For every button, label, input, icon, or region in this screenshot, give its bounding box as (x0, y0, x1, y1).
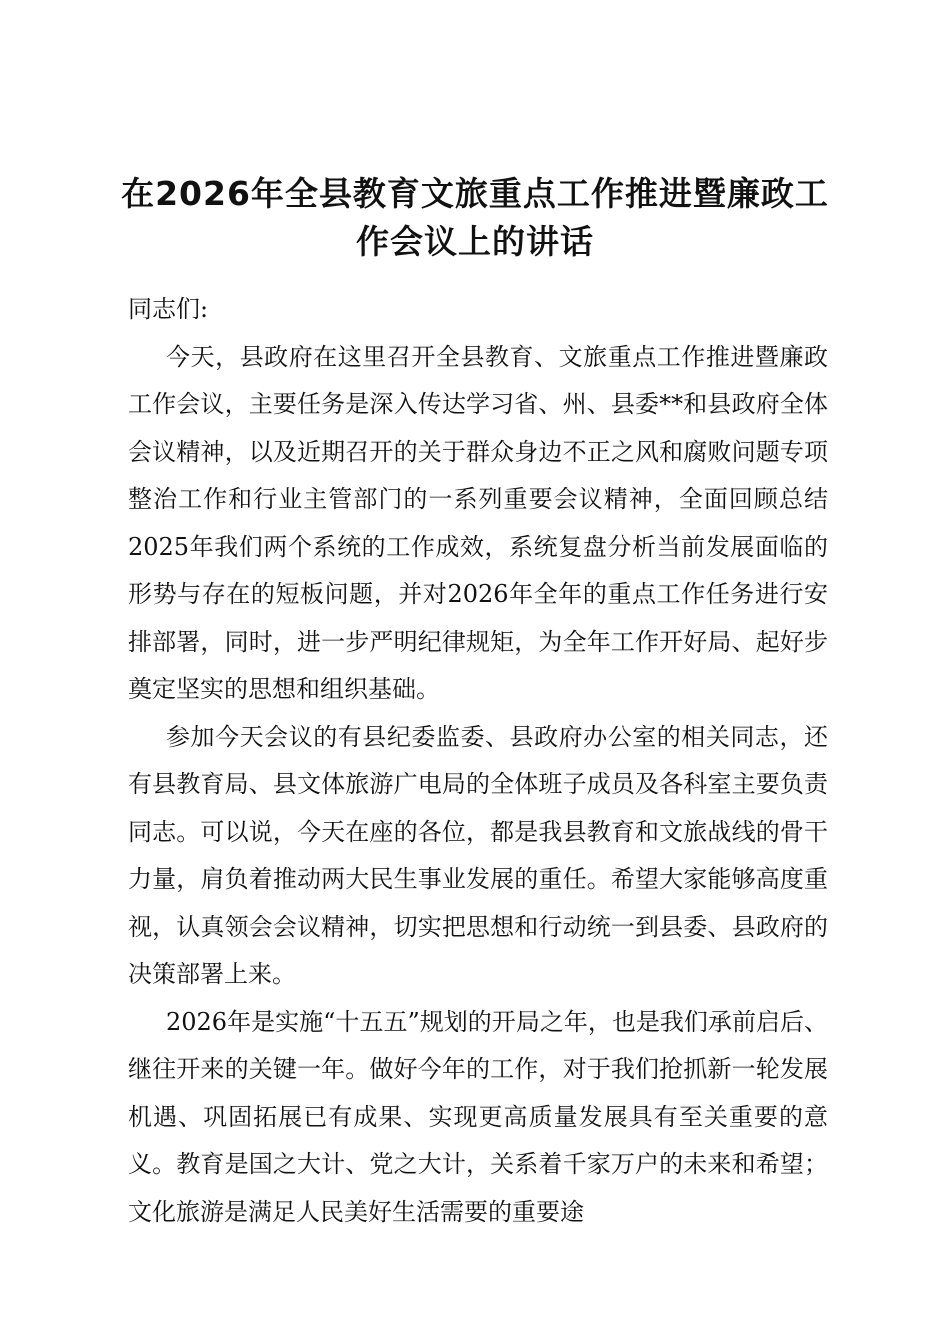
document-body (128, 286, 828, 1236)
paragraph-3: 2026年是实施“十五五”规划的开局之年，也是我们承前启后、继往开来的关键一年。做好今年的工作，对于我们抢抓新一轮发展机遇、巩固拓展已有成果、实现更高质量发展具有至关重要的意义。教育是国之大计、党之大计，关系着千家万户的未来和希望；文化旅游是满足人民美好生活需要的重要途 (128, 1007, 828, 1226)
paragraph-2: 参加今天会议的有县纪委监委、县政府办公室的相关同志，还有县教育局、县文体旅游广电局的全体班子成员及各科室主要负责同志。可以说，今天在座的各位，都是我县教育和文旅战线的骨干力量，肩负着推动两大民生事业发展的重任。希望大家能够高度重视，认真领会会议精神，切实把思想和行动统一到县委、县政府的决策部署上来。 (128, 722, 828, 988)
paragraph-1: 今天，县政府在这里召开全县教育、文旅重点工作推进暨廉政工作会议，主要任务是深入传达学习省、州、县委**和县政府全体会议精神，以及近期召开的关于群众身边不正之风和腐败问题专项整治工作和行业主管部门的一系列重要会议精神，全面回顾总结2025年我们两个系统的工作成效，系统复盘分析当前发展面临的形势与存在的短板问题，并对2026年全年的重点工作任务进行安排部署，同时，进一步严明纪律规矩，为全年工作开好局、起好步奠定坚实的思想和组织基础。 (128, 342, 828, 703)
salutation: 同志们: (128, 295, 209, 323)
document-title: 在2026年全县教育文旅重点工作推进暨廉政工作会议上的讲话 (121, 174, 829, 261)
